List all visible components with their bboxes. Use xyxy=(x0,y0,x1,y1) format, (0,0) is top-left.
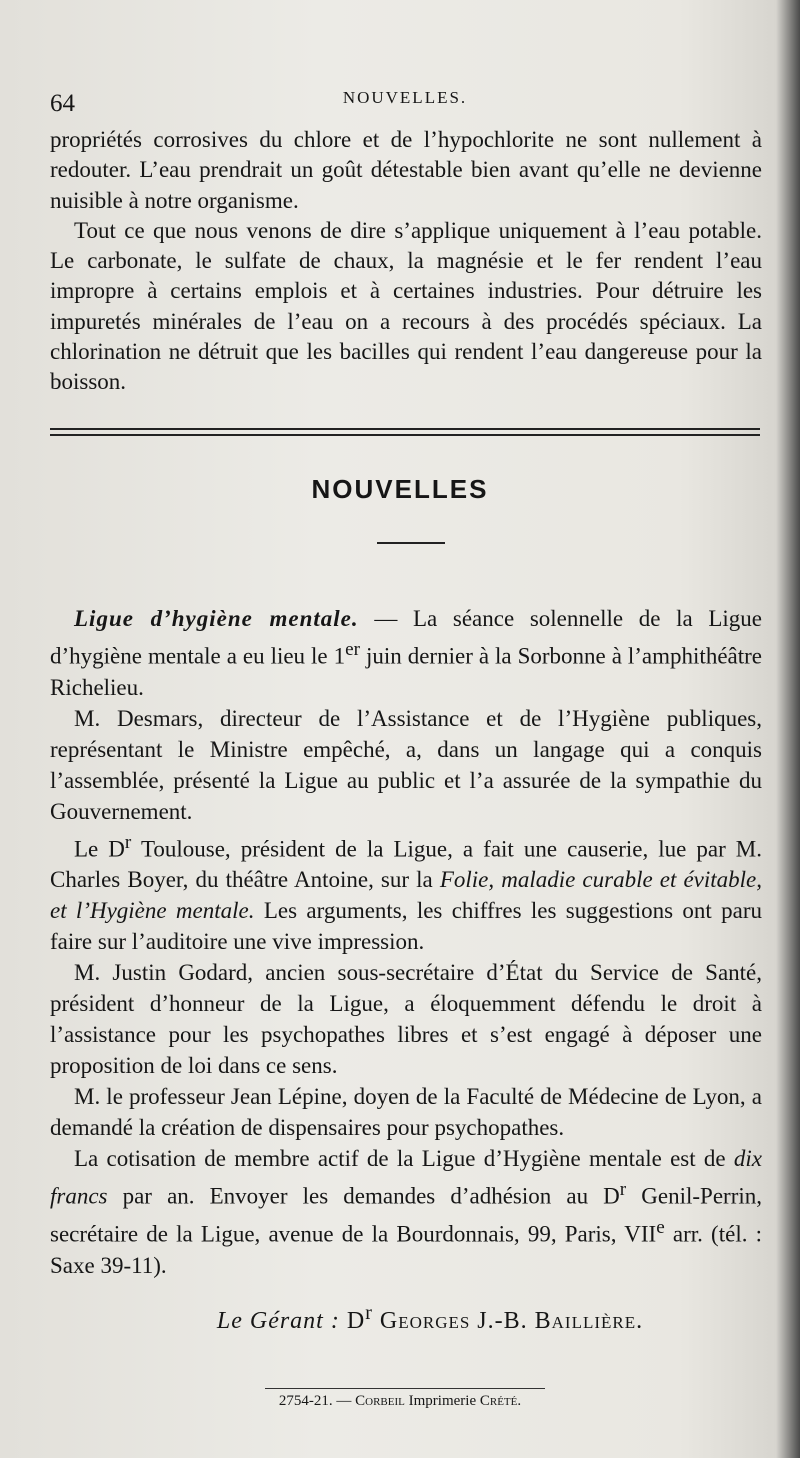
news-paragraph xyxy=(50,1143,762,1280)
text-run: par an. Envoyer les demandes d’adhésion au D xyxy=(107,1183,620,1209)
imprint-divider xyxy=(265,1388,545,1389)
news-paragraph: M. le professeur Jean Lépine, doyen de la Faculté de Médecine de Lyon, a demandé la création de dispensaires pour psychopathes. xyxy=(50,1084,762,1141)
imprint-printer: Imprimerie xyxy=(404,1393,480,1409)
news-paragraph: M. Justin Godard, ancien sous-secrétaire d’État du Service de Santé, président d’honneur de la Ligue, a éloquemment défendu le droit à l’assistance pour les psychopathes libres et s’est engagé à déposer une proposition de loi dans ce sens. xyxy=(50,960,762,1079)
text-run: Genil-Perrin, secrétaire de la Ligue, avenue de la Bourdonnais, 99, Paris, VII xyxy=(50,1183,763,1247)
section-divider-top xyxy=(50,428,760,430)
italic-title: Folie, maladie curable et évitable, et l’Hygiène mentale. xyxy=(50,867,762,924)
text-run: Toulouse, président de la Ligue, a fait une causerie, lue par M. Charles Boyer, du théâtre Antoine, sur la xyxy=(50,836,763,893)
news-section-text xyxy=(50,603,762,1281)
printer-imprint xyxy=(0,1393,800,1410)
paragraph: propriétés corrosives du chlore et de l’hypochlorite ne sont nullement à redouter. L’eau prendrait un goût détestable bien avant qu’elle ne devienne nuisible à notre organisme. xyxy=(50,127,762,213)
text-run: — La séance solennelle de la Ligue d’hygiène mentale a eu lieu le 1 xyxy=(50,606,763,669)
imprint-number: 2754-21. — xyxy=(278,1393,356,1409)
signature-prefix: D xyxy=(346,1308,366,1334)
section-divider-bottom xyxy=(50,434,760,436)
text-run: Les arguments, les chiffres les suggestions ont paru faire sur l’auditoire une vive impression. xyxy=(50,898,762,955)
imprint-place: Corbeil xyxy=(355,1393,405,1409)
section-title: NOUVELLES xyxy=(311,474,489,504)
superscript: er xyxy=(345,639,360,660)
previous-article-text xyxy=(50,125,762,398)
title-underline xyxy=(377,542,445,544)
signature-label: Le Gérant : xyxy=(216,1308,340,1334)
text-run: Le D xyxy=(74,836,125,862)
imprint-printer-name: Crété. xyxy=(479,1393,522,1409)
superscript: r xyxy=(124,831,132,853)
paragraph: Tout ce que nous venons de dire s’applique uniquement à l’eau potable. Le carbonate, le sulfate de chaux, la magnésie et le fer rendent l’eau impropre à certains emplois et à certaines industries. Pour détruire les impuretés minérales de l’eau on a recours à des procédés spéciaux. La chlorination ne détruit que les bacilles qui rendent l’eau dangereuse pour la boisson. xyxy=(50,217,762,395)
news-item-title: Ligue d’hygiène mentale. xyxy=(74,606,359,631)
superscript: e xyxy=(656,1216,665,1238)
page-header xyxy=(50,82,760,122)
superscript: r xyxy=(365,1302,373,1324)
text-run: La cotisation de membre actif de la Ligue d’Hygiène mentale est de xyxy=(74,1146,734,1172)
signature-line xyxy=(0,1302,800,1335)
news-paragraph xyxy=(50,603,762,703)
news-paragraph: M. Desmars, directeur de l’Assistance et de l’Hygiène publiques, représentant le Ministre empêché, a, dans un langage qui a conquis l’assemblée, présenté la Ligue au public et l’a assurée de la sympathie du Gouvernement. xyxy=(50,705,762,824)
running-title: NOUVELLES. xyxy=(342,88,468,107)
text-run: arr. (tél. : Saxe 39-11). xyxy=(50,1221,763,1278)
superscript: r xyxy=(619,1179,627,1201)
italic-amount: dix francs xyxy=(50,1146,762,1209)
news-paragraph xyxy=(50,827,762,958)
text-run: juin dernier à la Sorbonne à l’amphithéâtre Richelieu. xyxy=(50,643,762,700)
page-number: 64 xyxy=(50,90,75,117)
signature-name: Georges J.-B. Baillière. xyxy=(379,1308,644,1334)
